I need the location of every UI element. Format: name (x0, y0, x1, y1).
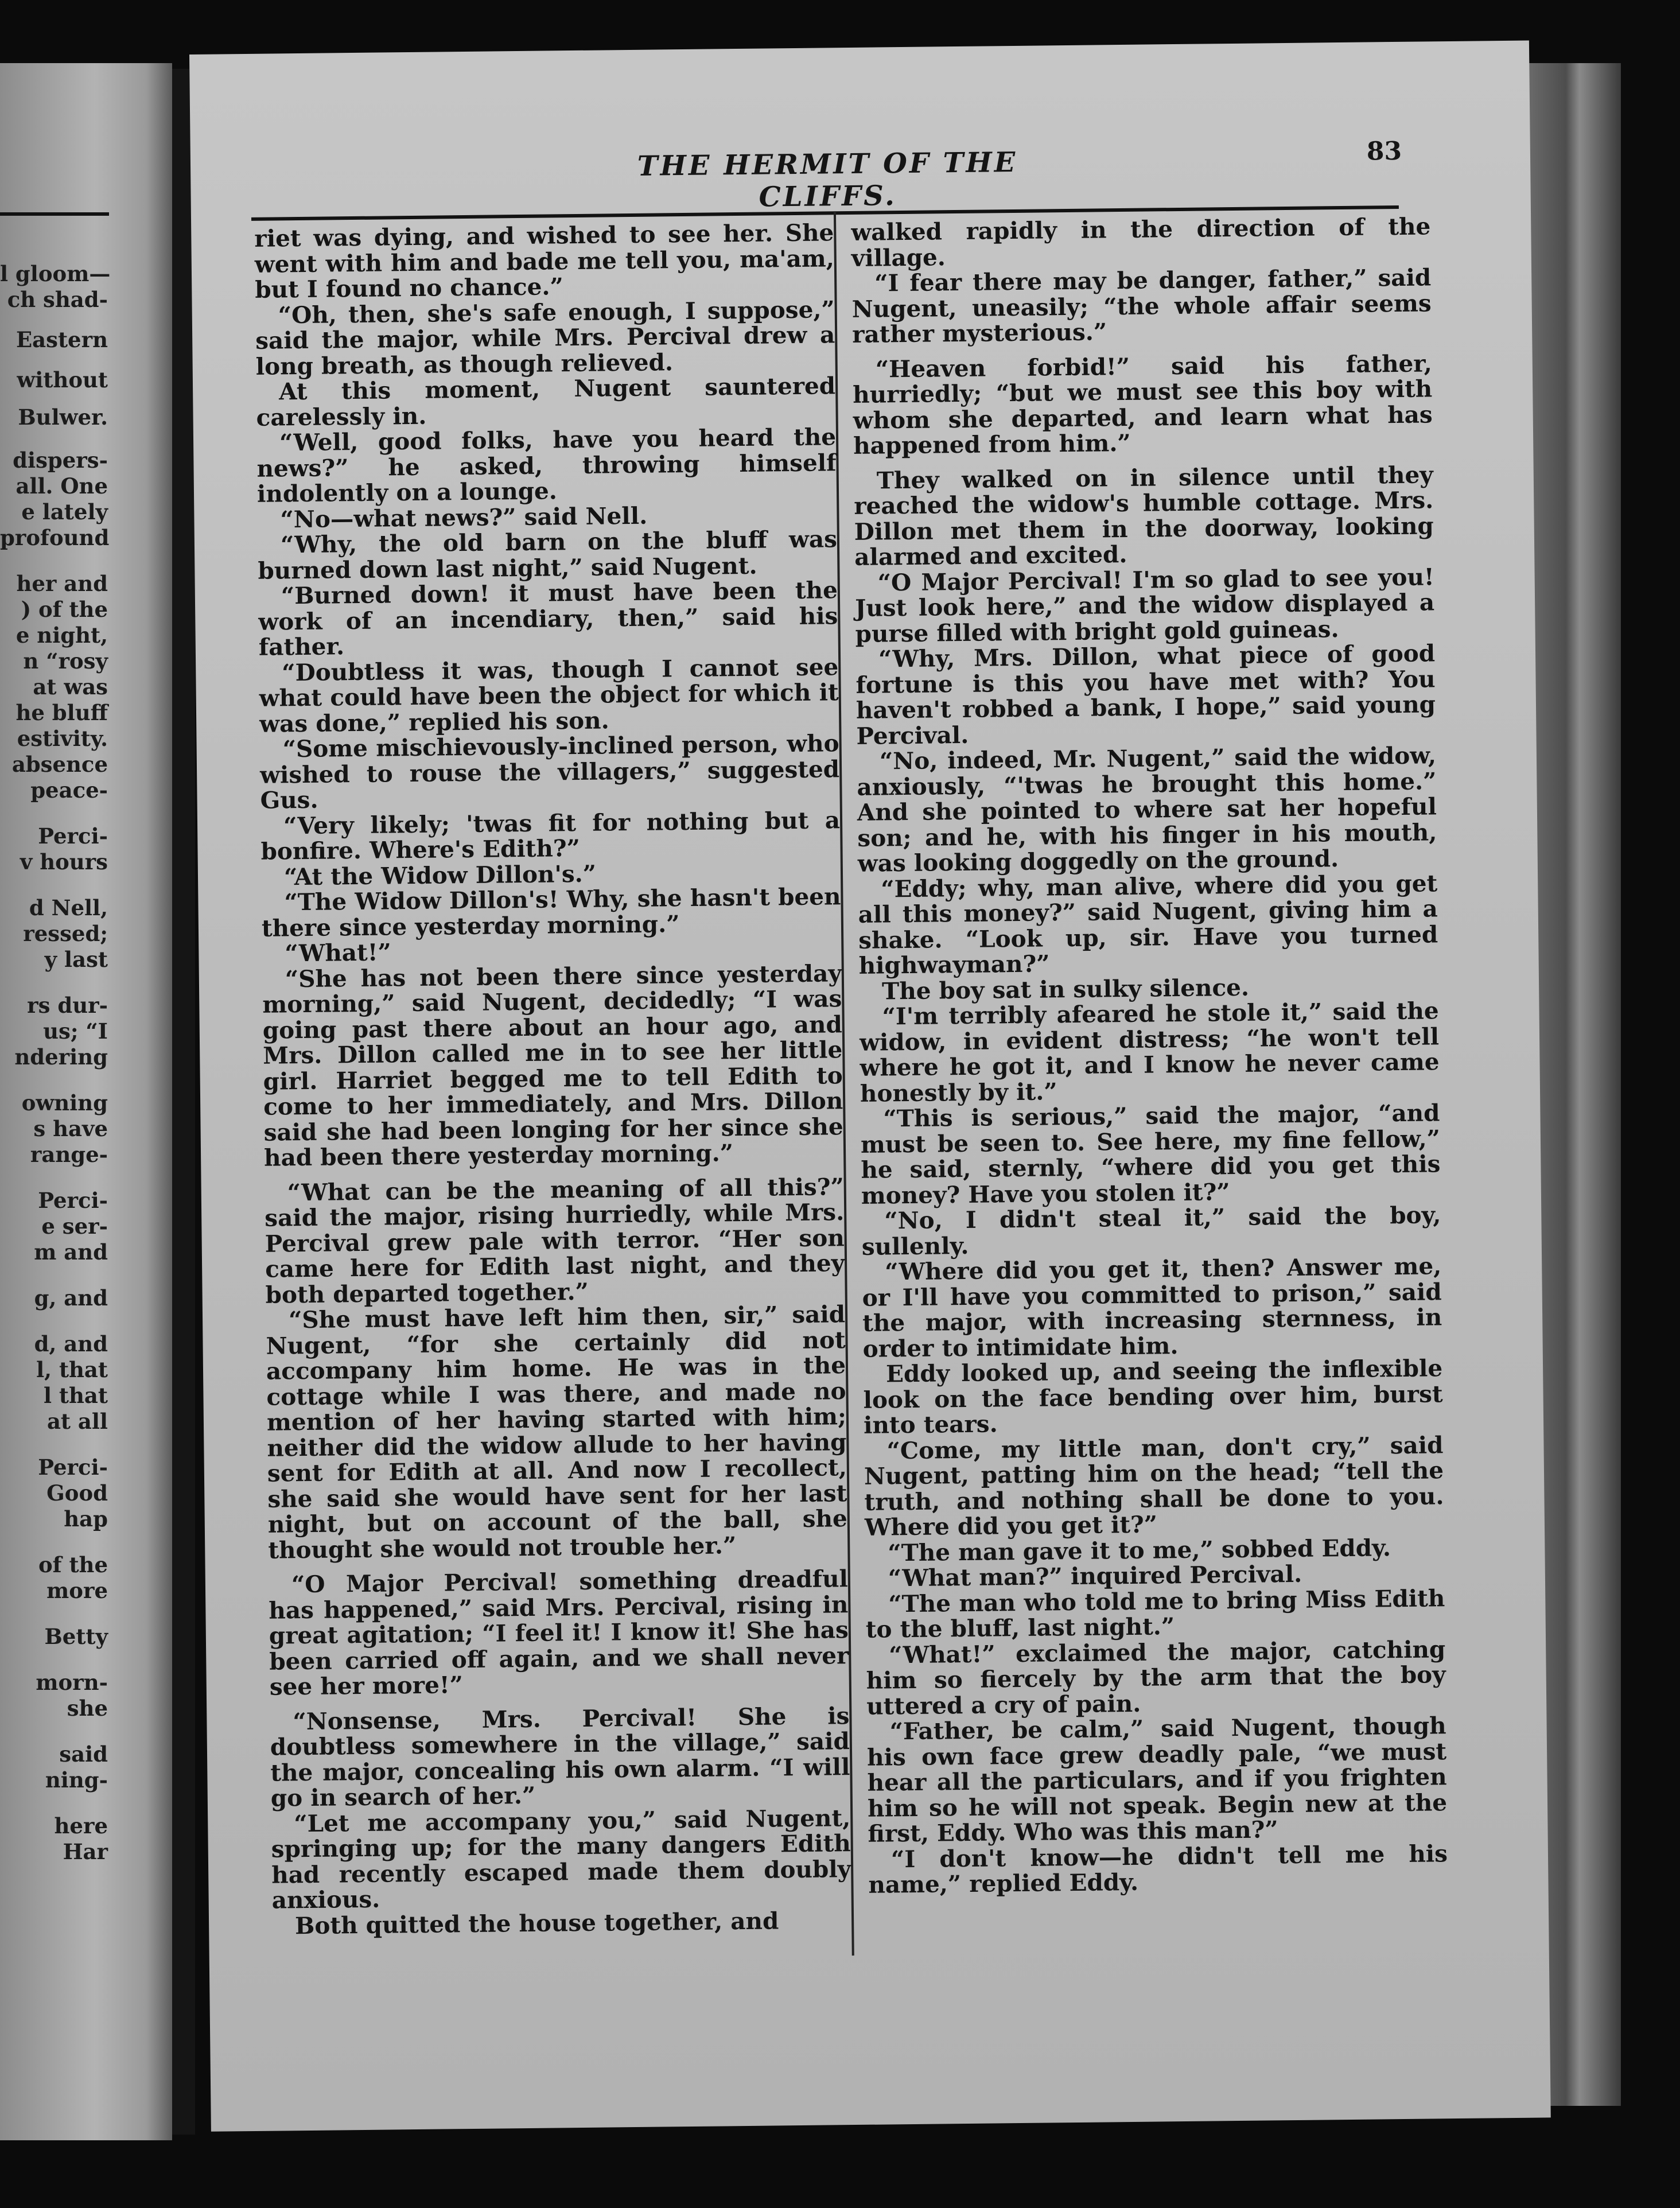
paragraph: “No, indeed, Mr. Nugent,” said the widow, anxiously, “'twas he brought this home.” And she pointed to where sat her hopeful son; and he, with his finger in his mouth, was looking doggedly on the ground. (857, 741, 1437, 877)
facing-page-line: e ser- (41, 1214, 108, 1239)
facing-page-line: owning (21, 1090, 108, 1115)
facing-page (0, 63, 172, 2140)
running-head: THE HERMIT OF THE CLIFFS. (637, 146, 1018, 213)
facing-page-line: dispers- (13, 448, 108, 473)
paragraph: “What can be the meaning of all this?” said the major, rising hurriedly, while Mrs. Percival grew pale with terror. “Her son came here for Edith last night, and they both departed together.” (264, 1172, 845, 1309)
facing-page-line: e lately (21, 499, 108, 524)
facing-page-line: e night, (15, 623, 108, 648)
paragraph: “Why, the old barn on the bluff was burned down last night,” said Nugent. (258, 525, 838, 585)
paragraph: “Let me accompany you,” said Nugent, springing up; for the many dangers Edith had recently escaped made them doubly anxious. (271, 1803, 851, 1914)
facing-page-line: l gloom— (0, 261, 111, 286)
book-gutter (172, 69, 195, 2135)
paragraph: “Oh, then, she's safe enough, I suppose,” said the major, while Mrs. Percival drew a long breath, as though relieved. (255, 295, 835, 380)
paragraph: “O Major Percival! something dreadful has happened,” said Mrs. Percival, rising in great agitation; “I feel it! I know it! She has been carried off again, and we shall never see her more!” (269, 1565, 849, 1701)
facing-page-line: her and (16, 571, 108, 596)
paragraph: “At the Widow Dillon's.” (283, 860, 597, 891)
paragraph: “She must have left him then, sir,” said Nugent, “for she certainly did not accompany him home. He was in the cottage while I was there, and made no mention of her having started with him; neither did the widow allude to her having sent for Edith at all. And now I recollect, she said she would have sent for her last night, but on account of the ball, she thought she would not trouble her.” (266, 1300, 848, 1564)
facing-page-line: estivity. (17, 726, 108, 751)
facing-page-line: d, and (34, 1331, 108, 1356)
facing-page-line: Good (46, 1480, 108, 1506)
facing-page-line: Perci- (38, 1455, 108, 1480)
facing-page-line: he bluff (15, 700, 108, 725)
paragraph: “Burned down! it must have been the work of an incendiary, then,” said his father. (258, 576, 838, 661)
left-column (254, 220, 851, 1938)
paragraph: Eddy looked up, and seeing the inflexible look on the face bending over him, burst into tears. (863, 1354, 1443, 1439)
facing-page-line: profound (0, 525, 110, 550)
facing-page-line: absence (11, 752, 108, 777)
facing-page-line: hap (64, 1506, 108, 1531)
facing-page-line: l, that (36, 1357, 108, 1382)
paragraph: riet was dying, and wished to see her. She went with him and bade me tell you, ma'am, but I found no chance.” (254, 219, 835, 304)
facing-page-line: Perci- (38, 823, 108, 849)
facing-page-line: g, and (34, 1285, 108, 1311)
page-number: 83 (1366, 136, 1402, 166)
facing-page-line: all. One (15, 473, 108, 499)
facing-page-line: v hours (20, 849, 108, 874)
paragraph: Both quitted the house together, and (294, 1906, 779, 1939)
paragraph: “What!” exclaimed the major, catching him so fiercely by the arm that the boy uttered a cry of pain. (866, 1635, 1446, 1720)
facing-page-line: m and (34, 1239, 108, 1265)
paragraph: “Come, my little man, don't cry,” said Nugent, patting him on the head; “tell the truth, and nothing shall be done to you. Where did you get it?” (864, 1430, 1444, 1541)
paragraph: “Some mischievously-inclined person, who wished to rouse the villagers,” suggested Gus. (259, 729, 840, 814)
facing-page-line: here (54, 1813, 108, 1838)
paragraph: “Why, Mrs. Dillon, what piece of good fortune is this you have met with? You haven't robbed a bank, I hope,” said young Percival. (855, 639, 1436, 750)
facing-page-line: ning- (45, 1767, 108, 1793)
facing-page-line: ch shad- (7, 287, 108, 312)
paragraph: “This is serious,” said the major, “and must be seen to. See here, my fine fellow,” he said, sternly, “where did you get this money? Have you stolen it?” (860, 1099, 1441, 1210)
facing-page-line: without (17, 367, 108, 392)
facing-page-rule (0, 212, 109, 216)
paragraph: “Well, good folks, have you heard the news?” he asked, throwing himself indolently on a lounge. (256, 423, 837, 508)
facing-page-line: ) of the (21, 597, 108, 622)
paragraph: “Heaven forbid!” said his father, hurriedly; “but we must see this boy with whom she departed, and learn what has happened from him.” (853, 349, 1433, 460)
facing-page-line: of the (38, 1552, 108, 1577)
paragraph: “I don't know—he didn't tell me his name,” replied Eddy. (868, 1839, 1448, 1899)
paragraph: At this moment, Nugent sauntered carelessly in. (256, 372, 836, 432)
right-column (851, 213, 1448, 1898)
facing-page-line: ressed; (23, 921, 108, 946)
paragraph: “I fear there may be danger, father,” said Nugent, uneasily; “the whole affair seems rather mysterious.” (851, 263, 1432, 348)
facing-page-line: ndering (14, 1044, 108, 1070)
paragraph: “Nonsense, Mrs. Percival! She is doubtless somewhere in the village,” said the major, concealing his own alarm. “I will go in search of her.” (270, 1701, 850, 1812)
paragraph: “The man who told me to bring Miss Edith to the bluff, last night.” (865, 1584, 1445, 1643)
facing-page-line: she (67, 1696, 108, 1721)
facing-page-line: s have (33, 1116, 108, 1141)
paragraph: “Eddy; why, man alive, where did you get all this money?” said Nugent, giving him a shake. “Look up, sir. Have you turned highwayman?” (858, 869, 1438, 979)
facing-page-line: said (59, 1741, 108, 1767)
paragraph: “Very likely; 'twas fit for nothing but a bonfire. Where's Edith?” (260, 806, 841, 865)
facing-page-line: range- (30, 1142, 108, 1167)
facing-page-line: at all (46, 1409, 108, 1434)
paragraph: “She has not been there since yesterday morning,” said Nugent, decidedly; “I was going past there about an hour ago, and Mrs. Dillon called me in to see her little girl. Harriet begged me to tell Edith to come to her immediately, and Mrs. Dillon said she had been longing for her since she had been there yesterday morning.” (262, 959, 843, 1172)
paragraph: “No, I didn't steal it,” said the boy, sullenly. (861, 1201, 1441, 1261)
paragraph: “Father, be calm,” said Nugent, though his own face grew deadly pale, “we must hear all the particulars, and if you frighten him so he will not speak. Begin new at the first, Eddy. Who was this man?” (866, 1712, 1448, 1848)
paragraph: The boy sat in sulky silence. (881, 973, 1250, 1005)
facing-page-line: Betty (44, 1624, 108, 1649)
facing-page-line: n “rosy (23, 648, 108, 674)
facing-page-line: l that (44, 1383, 108, 1408)
paragraph: “Where did you get it, then? Answer me, or I'll have you committed to prison,” said the major, with increasing sternness, in order to intimidate him. (862, 1252, 1442, 1363)
facing-page-line: more (46, 1578, 108, 1603)
paragraph: “I'm terribly afeared he stole it,” said the widow, in evident distress; “he won't tell where he got it, and I know he never came honestly by it.” (859, 997, 1440, 1107)
paragraph: “No—what news?” said Nell. (280, 502, 648, 533)
facing-page-line: Bulwer. (18, 405, 108, 430)
paragraph: “What man?” inquired Percival. (888, 1560, 1302, 1592)
facing-page-line: at was (33, 674, 108, 699)
paragraph: “The Widow Dillon's! Why, she hasn't been there since yesterday morning.” (261, 883, 841, 942)
paragraph: They walked on in silence until they reached the widow's humble cottage. Mrs. Dillon met them in the doorway, looking alarmed and excited. (854, 460, 1434, 571)
facing-page-line: peace- (30, 778, 108, 803)
paragraph: “O Major Percival! I'm so glad to see you! Just look here,” and the widow displayed a purse filled with bright gold guineas. (854, 562, 1435, 648)
paragraph: walked rapidly in the direction of the village. (851, 212, 1431, 272)
facing-page-line: y last (44, 947, 108, 972)
facing-page-line: Har (63, 1839, 108, 1864)
facing-page-line: us; “I (43, 1019, 108, 1044)
paragraph: “What!” (285, 938, 392, 967)
facing-page-line: Eastern (15, 327, 108, 352)
facing-page-line: morn- (36, 1670, 108, 1695)
facing-page-line: rs dur- (27, 993, 108, 1018)
facing-page-line: d Nell, (29, 895, 108, 920)
paragraph: “Doubtless it was, though I cannot see what could have been the object for which it was done,” replied his son. (259, 652, 839, 738)
facing-page-line: Perci- (38, 1188, 108, 1213)
paragraph: “The man gave it to me,” sobbed Eddy. (888, 1533, 1391, 1566)
book-page (189, 41, 1551, 2132)
